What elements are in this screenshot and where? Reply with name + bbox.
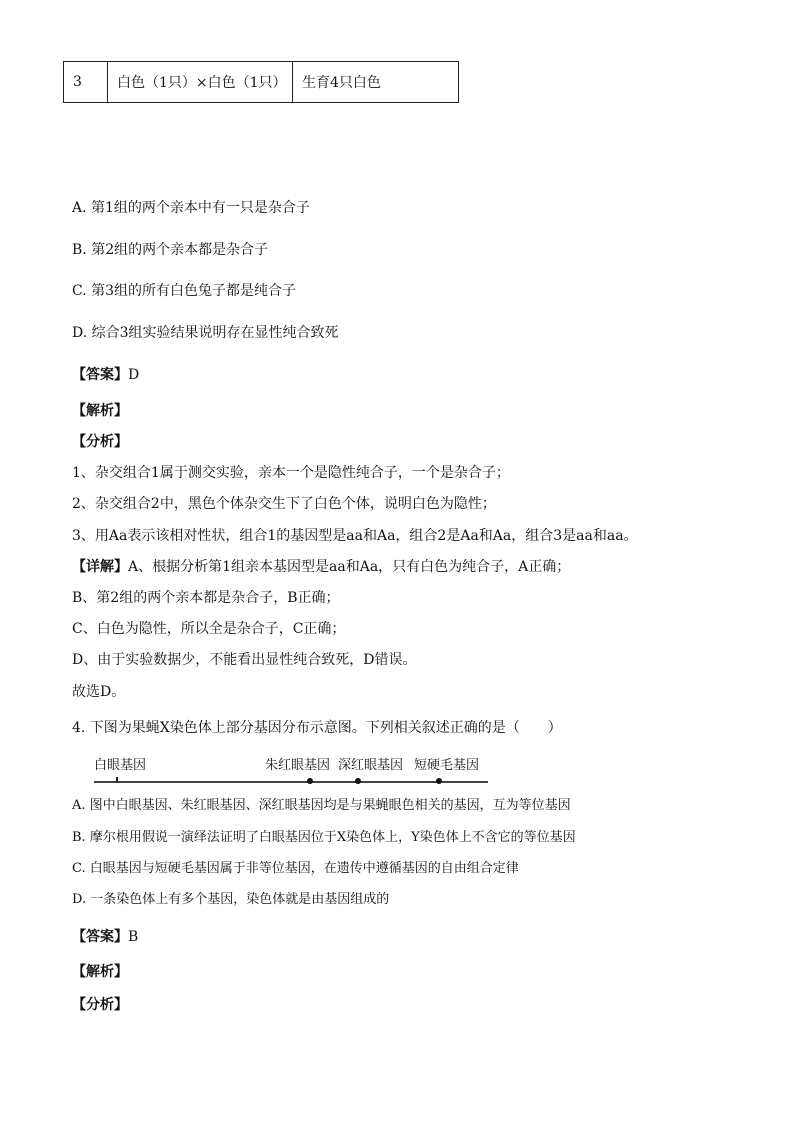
q4-fenxi-label: 【分析】 — [72, 997, 128, 1013]
gene-label-vermilion-eye: 朱红眼基因 — [265, 758, 331, 773]
q3-option-a: A. 第1组的两个亲本中有一只是杂合子 — [72, 200, 310, 216]
chromosome-gene-diagram — [94, 754, 494, 790]
gene-marker-carmine-eye — [355, 778, 361, 784]
table-cell-result — [293, 62, 458, 102]
q3-option-d: D. 综合3组实验结果说明存在显性纯合致死 — [72, 325, 339, 341]
q3-fenxi-line-2: 2、杂交组合2中，黑色个体杂交生下了白色个体，说明白色为隐性； — [72, 496, 496, 512]
q3-detail-line-c: C、白色为隐性，所以全是杂合子，C正确； — [72, 621, 346, 637]
q3-analysis-label: 【解析】 — [72, 403, 128, 419]
answer-label: 【答案】 — [72, 367, 128, 383]
q4-option-a: A. 图中白眼基因、朱红眼基因、深红眼基因均是与果蝇眼色相关的基因，互为等位基因 — [72, 798, 571, 813]
q3-fenxi-line-3: 3、用Aa表示该相对性状，组合1的基因型是aa和Aa，组合2是Aa和Aa，组合3是aa和aa。 — [72, 528, 638, 544]
answer-label: 【答案】 — [72, 929, 128, 945]
row-number: 3 — [73, 74, 82, 90]
q3-detail-first — [72, 558, 570, 576]
cross-text: 白色（1只）×白色（1只） — [117, 75, 287, 91]
q4-option-d: D. 一条染色体上有多个基因，染色体就是由基因组成的 — [72, 892, 390, 907]
q4-analysis-label: 【解析】 — [72, 964, 128, 980]
q3-detail-line-b: B、第2组的两个亲本都是杂合子，B正确； — [72, 590, 340, 606]
gene-marker-vermilion-eye — [307, 778, 313, 784]
table-cell-cross — [108, 62, 293, 102]
q3-fenxi-label: 【分析】 — [72, 434, 128, 450]
gene-marker-white-eye — [116, 777, 118, 783]
gene-label-short-bristle: 短硬毛基因 — [414, 758, 480, 773]
cross-table — [63, 61, 459, 103]
answer-value: B — [128, 929, 139, 945]
gene-label-white-eye: 白眼基因 — [94, 758, 147, 773]
q3-fenxi-line-1: 1、杂交组合1属于测交实验，亲本一个是隐性纯合子，一个是杂合子； — [72, 465, 510, 481]
q4-answer — [72, 928, 138, 946]
q4-stem: 4. 下图为果蝇X染色体上部分基因分布示意图。下列相关叙述正确的是（ ） — [72, 720, 562, 736]
q3-conclusion: 故选D。 — [72, 684, 126, 700]
q4-option-c: C. 白眼基因与短硬毛基因属于非等位基因，在遗传中遵循基因的自由组合定律 — [72, 861, 519, 876]
q4-option-b: B. 摩尔根用假说一演绎法证明了白眼基因位于X染色体上，Y染色体上不含它的等位基因 — [72, 830, 576, 845]
detail-label: 【详解】 — [72, 559, 128, 575]
q3-answer — [72, 366, 139, 384]
table-cell-number — [64, 62, 108, 102]
q3-detail-line-d: D、由于实验数据少，不能看出显性纯合致死，D错误。 — [72, 652, 417, 668]
gene-label-carmine-eye: 深红眼基因 — [338, 758, 404, 773]
q3-option-b: B. 第2组的两个亲本都是杂合子 — [72, 242, 269, 258]
detail-text: A、根据分析第1组亲本基因型是aa和Aa，只有白色为纯合子，A正确； — [128, 559, 571, 575]
chromosome-line — [94, 781, 488, 783]
answer-value: D — [128, 367, 140, 383]
gene-marker-short-bristle — [436, 778, 442, 784]
result-text: 生育4只白色 — [302, 75, 381, 91]
q3-option-c: C. 第3组的所有白色兔子都是纯合子 — [72, 283, 297, 299]
